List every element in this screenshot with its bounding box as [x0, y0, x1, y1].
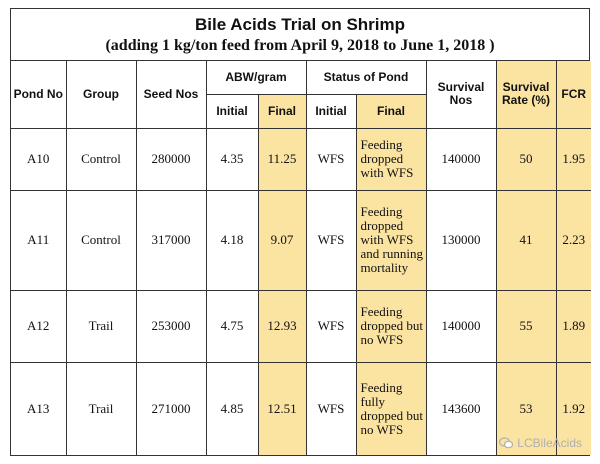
cell-fcr: 1.95	[556, 128, 591, 190]
cell-pond: A12	[11, 290, 66, 362]
cell-status-final: Feeding fully dropped but no WFS	[356, 362, 426, 455]
table-subtitle: (adding 1 kg/ton feed from April 9, 2018 to June 1, 2018 )	[105, 37, 495, 54]
header-row-1	[11, 61, 591, 94]
cell-pond: A10	[11, 128, 66, 190]
cell-group: Trail	[66, 290, 136, 362]
cell-survival-rate: 53	[496, 362, 556, 455]
header-seed-nos: Seed Nos	[136, 61, 206, 128]
table-row	[11, 190, 591, 290]
cell-abw-initial: 4.35	[206, 128, 258, 190]
header-survival-nos: Survival Nos	[426, 61, 496, 128]
cell-survival-rate: 50	[496, 128, 556, 190]
table-row	[11, 128, 591, 190]
cell-status-final: Feeding dropped with WFS and running mortality	[356, 190, 426, 290]
header-pond-no: Pond No	[11, 61, 66, 128]
cell-fcr: 1.92	[556, 362, 591, 455]
cell-status-final: Feeding dropped but no WFS	[356, 290, 426, 362]
cell-survival-nos: 140000	[426, 290, 496, 362]
cell-survival-rate: 55	[496, 290, 556, 362]
header-status-initial: Initial	[306, 94, 356, 128]
cell-group: Control	[66, 190, 136, 290]
cell-fcr: 1.89	[556, 290, 591, 362]
cell-abw-initial: 4.75	[206, 290, 258, 362]
cell-abw-final: 12.93	[258, 290, 306, 362]
cell-status-initial: WFS	[306, 128, 356, 190]
cell-seed: 253000	[136, 290, 206, 362]
cell-abw-initial: 4.18	[206, 190, 258, 290]
trial-table-sheet	[10, 8, 590, 456]
cell-seed: 271000	[136, 362, 206, 455]
cell-survival-nos: 143600	[426, 362, 496, 455]
header-abw: ABW/gram	[206, 61, 306, 94]
header-abw-final: Final	[258, 94, 306, 128]
cell-abw-initial: 4.85	[206, 362, 258, 455]
cell-status-initial: WFS	[306, 290, 356, 362]
cell-pond: A11	[11, 190, 66, 290]
cell-survival-nos: 140000	[426, 128, 496, 190]
cell-seed: 280000	[136, 128, 206, 190]
cell-abw-final: 9.07	[258, 190, 306, 290]
header-status-final: Final	[356, 94, 426, 128]
header-status: Status of Pond	[306, 61, 426, 94]
cell-abw-final: 11.25	[258, 128, 306, 190]
header-abw-initial: Initial	[206, 94, 258, 128]
cell-abw-final: 12.51	[258, 362, 306, 455]
cell-fcr: 2.23	[556, 190, 591, 290]
cell-status-initial: WFS	[306, 190, 356, 290]
title-block	[11, 9, 589, 61]
table-title: Bile Acids Trial on Shrimp	[194, 15, 406, 34]
cell-group: Control	[66, 128, 136, 190]
cell-group: Trail	[66, 362, 136, 455]
header-group: Group	[66, 61, 136, 128]
cell-status-final: Feeding dropped with WFS	[356, 128, 426, 190]
cell-survival-nos: 130000	[426, 190, 496, 290]
cell-status-initial: WFS	[306, 362, 356, 455]
trial-table	[11, 61, 591, 455]
table-row	[11, 290, 591, 362]
cell-pond: A13	[11, 362, 66, 455]
watermark	[499, 436, 582, 450]
header-fcr: FCR	[556, 61, 591, 128]
watermark-text: LCBileAcids	[517, 436, 582, 450]
cell-survival-rate: 41	[496, 190, 556, 290]
header-survival-rate: Survival Rate (%)	[496, 61, 556, 128]
chat-bubble-icon	[499, 437, 513, 449]
cell-seed: 317000	[136, 190, 206, 290]
